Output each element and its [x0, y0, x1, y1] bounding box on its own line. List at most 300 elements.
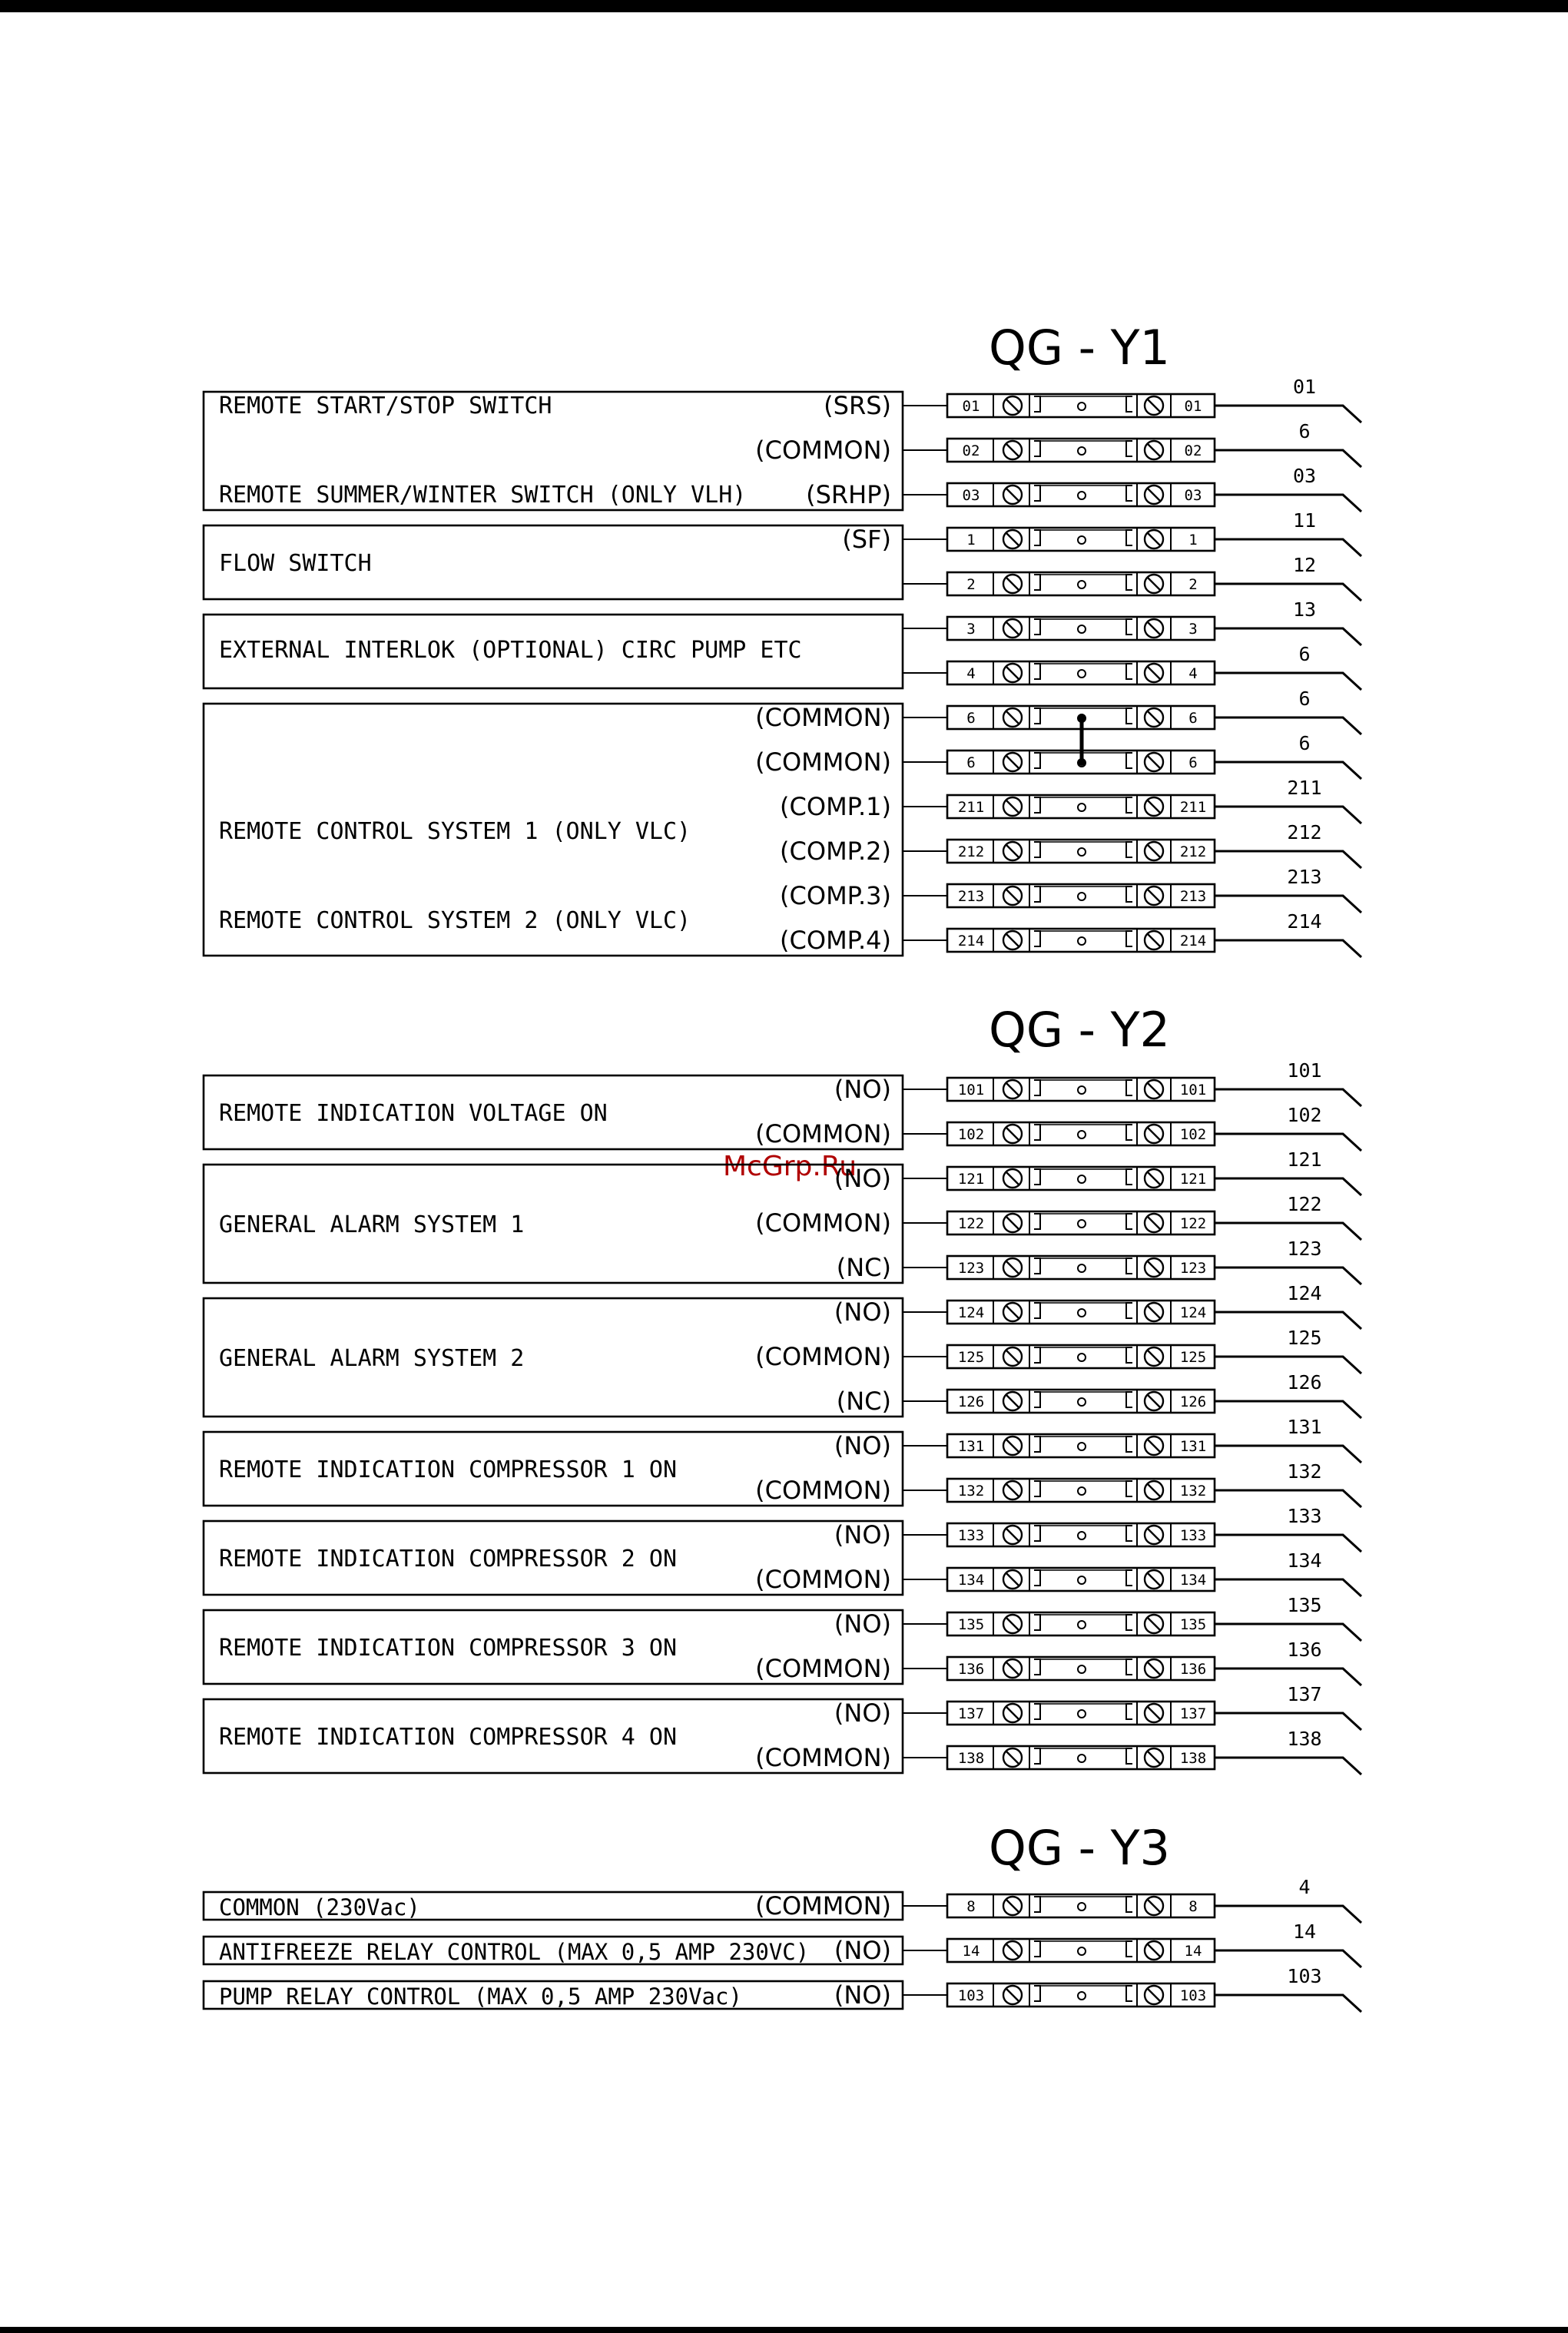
terminal-point-icon — [1078, 1710, 1086, 1718]
wire-number: 135 — [1287, 1594, 1322, 1616]
screw-icon — [1145, 708, 1163, 727]
terminal-number-right: 02 — [1184, 442, 1202, 459]
screw-icon — [1003, 1986, 1022, 2004]
output-wire — [1215, 628, 1361, 645]
terminal-point-icon — [1078, 403, 1086, 410]
wire-number: 6 — [1298, 732, 1311, 754]
terminal-bracket — [1126, 1258, 1132, 1274]
terminal-number-left: 214 — [957, 933, 985, 949]
signal-label: (NO) — [834, 1075, 891, 1104]
output-wire — [1215, 1995, 1361, 2012]
terminal-bracket — [1034, 1941, 1040, 1957]
terminal-number-left: 123 — [957, 1260, 985, 1277]
terminal-number-right: 131 — [1179, 1438, 1207, 1455]
terminal-number-right: 101 — [1179, 1082, 1207, 1099]
terminal-number-right: 124 — [1179, 1304, 1207, 1321]
device-label: REMOTE CONTROL SYSTEM 1 (ONLY VLC) — [219, 818, 691, 845]
terminal-number-left: 137 — [957, 1705, 985, 1722]
terminal-bracket — [1126, 1347, 1132, 1363]
terminal-row — [903, 598, 1361, 645]
terminal-bracket — [1126, 530, 1132, 545]
terminal-number-right: 103 — [1179, 1987, 1207, 2004]
wire-number: 11 — [1292, 509, 1317, 532]
signal-label: (COMMON) — [755, 1891, 891, 1920]
terminal-point-icon — [1078, 1398, 1086, 1406]
screw-icon — [1145, 1169, 1163, 1188]
terminal-number-right: 212 — [1179, 843, 1207, 860]
terminal-bracket — [1034, 1659, 1040, 1675]
terminal-bracket — [1126, 396, 1132, 412]
terminal-bracket — [1034, 441, 1040, 456]
terminal-bracket — [1126, 1704, 1132, 1719]
screw-icon — [1145, 619, 1163, 638]
terminal-number-right: 121 — [1179, 1171, 1207, 1188]
terminal-number-left: 101 — [957, 1082, 985, 1099]
terminal-row — [903, 1371, 1361, 1418]
terminal-bracket — [1126, 842, 1132, 857]
signal-label: (NO) — [834, 1520, 891, 1549]
terminal-block — [947, 1211, 1215, 1234]
screw-icon — [1003, 1704, 1022, 1722]
terminal-point-icon — [1078, 1576, 1086, 1584]
terminal-point-icon — [1078, 804, 1086, 811]
terminal-row — [903, 777, 1361, 824]
screw-icon — [1145, 1125, 1163, 1143]
wire-number: 4 — [1298, 1876, 1311, 1898]
device-group — [204, 1520, 903, 1595]
screw-icon — [1145, 753, 1163, 771]
terminal-bracket — [1126, 1437, 1132, 1452]
screw-icon — [1003, 1659, 1022, 1678]
terminal-bracket — [1126, 708, 1132, 724]
terminal-block — [947, 1702, 1215, 1725]
signal-label: (COMP.1) — [780, 792, 891, 821]
terminal-number-right: 1 — [1188, 532, 1198, 548]
device-label: REMOTE SUMMER/WINTER SWITCH (ONLY VLH) — [219, 482, 747, 509]
output-wire — [1215, 406, 1361, 423]
terminal-bracket — [1034, 1615, 1040, 1630]
terminal-row — [903, 1505, 1361, 1552]
signal-label: (SF) — [842, 525, 891, 554]
terminal-bracket — [1034, 842, 1040, 857]
terminal-block — [947, 1746, 1215, 1769]
screw-icon — [1003, 1897, 1022, 1915]
device-group — [204, 1698, 903, 1773]
screw-icon — [1003, 530, 1022, 548]
terminal-bracket — [1034, 1303, 1040, 1318]
terminal-row — [903, 1920, 1361, 1967]
terminal-bracket — [1126, 441, 1132, 456]
terminal-number-right: 2 — [1188, 576, 1198, 593]
terminal-number-left: 03 — [962, 487, 980, 504]
screw-icon — [1003, 1080, 1022, 1099]
signal-label: (COMMON) — [755, 703, 891, 732]
terminal-point-icon — [1078, 1354, 1086, 1361]
wire-number: 122 — [1287, 1193, 1322, 1215]
terminal-point-icon — [1078, 893, 1086, 900]
screw-icon — [1145, 842, 1163, 860]
terminal-number-left: 126 — [957, 1394, 985, 1410]
screw-icon — [1145, 797, 1163, 816]
terminal-point-icon — [1078, 1443, 1086, 1450]
screw-icon — [1145, 1258, 1163, 1277]
screw-icon — [1003, 1748, 1022, 1767]
terminal-number-left: 131 — [957, 1438, 985, 1455]
signal-label: (COMP.4) — [780, 926, 891, 955]
terminal-number-right: 03 — [1184, 487, 1202, 504]
terminal-bracket — [1034, 1570, 1040, 1586]
output-wire — [1215, 495, 1361, 512]
terminal-bracket — [1034, 1897, 1040, 1912]
terminal-bracket — [1126, 1392, 1132, 1407]
terminal-row — [903, 1594, 1361, 1641]
terminal-row — [903, 1104, 1361, 1151]
terminal-bracket — [1126, 1526, 1132, 1541]
output-wire — [1215, 450, 1361, 467]
screw-icon — [1145, 1214, 1163, 1232]
terminal-point-icon — [1078, 625, 1086, 633]
terminal-number-right: 122 — [1179, 1215, 1207, 1232]
terminal-block — [947, 661, 1215, 684]
wire-number: 12 — [1292, 554, 1317, 576]
terminal-row — [903, 1193, 1361, 1240]
screw-icon — [1003, 441, 1022, 459]
terminal-point-icon — [1078, 1903, 1086, 1910]
screw-icon — [1145, 1303, 1163, 1321]
signal-label: (NO) — [834, 1164, 891, 1193]
screw-icon — [1145, 1347, 1163, 1366]
screw-icon — [1003, 753, 1022, 771]
terminal-bracket — [1126, 1986, 1132, 2001]
terminal-number-right: 213 — [1179, 888, 1207, 905]
terminal-point-icon — [1078, 492, 1086, 499]
terminal-row — [903, 554, 1361, 601]
terminal-number-right: 6 — [1188, 710, 1198, 727]
wire-number: 131 — [1287, 1416, 1322, 1438]
terminal-bracket — [1034, 1437, 1040, 1452]
screw-icon — [1003, 1481, 1022, 1500]
device-group — [204, 703, 903, 956]
terminal-block — [947, 1122, 1215, 1145]
signal-label: (NO) — [834, 1431, 891, 1460]
screw-icon — [1145, 1704, 1163, 1722]
device-label: ANTIFREEZE RELAY CONTROL (MAX 0,5 AMP 230VC) — [219, 1939, 810, 1965]
terminal-row — [903, 1327, 1361, 1374]
screw-icon — [1003, 842, 1022, 860]
terminal-block — [947, 1345, 1215, 1368]
terminal-block — [947, 929, 1215, 952]
screw-icon — [1145, 1615, 1163, 1633]
terminal-number-left: 213 — [957, 888, 985, 905]
terminal-row — [903, 1876, 1361, 1923]
wire-number: 6 — [1298, 643, 1311, 665]
terminal-bracket — [1034, 530, 1040, 545]
terminal-number-left: 2 — [966, 576, 976, 593]
terminal-point-icon — [1078, 1532, 1086, 1539]
terminal-bracket — [1034, 797, 1040, 813]
terminal-number-right: 123 — [1179, 1260, 1207, 1277]
terminal-point-icon — [1078, 1665, 1086, 1673]
terminal-number-right: 8 — [1188, 1898, 1198, 1915]
terminal-block — [947, 1078, 1215, 1101]
screw-icon — [1145, 396, 1163, 415]
terminal-bracket — [1034, 1986, 1040, 2001]
terminal-row — [903, 1282, 1361, 1329]
terminal-number-left: 6 — [966, 754, 976, 771]
terminal-point-icon — [1078, 670, 1086, 678]
output-wire — [1215, 717, 1361, 734]
signal-label: (NO) — [834, 1609, 891, 1639]
terminal-row — [903, 821, 1361, 868]
terminal-number-left: 138 — [957, 1750, 985, 1767]
signal-label: (NC) — [836, 1387, 891, 1416]
terminal-number-right: 134 — [1179, 1572, 1207, 1589]
terminal-row — [903, 1683, 1361, 1730]
terminal-block — [947, 1939, 1215, 1962]
screw-icon — [1003, 931, 1022, 949]
wire-number: 134 — [1287, 1549, 1322, 1572]
signal-label: (COMMON) — [755, 747, 891, 777]
wire-number: 6 — [1298, 420, 1311, 442]
terminal-block — [947, 572, 1215, 595]
terminal-number-left: 102 — [957, 1126, 985, 1143]
terminal-bracket — [1126, 1659, 1132, 1675]
terminal-bracket — [1126, 1125, 1132, 1140]
terminal-number-left: 14 — [962, 1943, 980, 1960]
terminal-row — [903, 688, 1361, 734]
screw-icon — [1145, 1659, 1163, 1678]
screw-icon — [1145, 1526, 1163, 1544]
terminal-row — [903, 910, 1361, 957]
terminal-number-right: 14 — [1184, 1943, 1202, 1960]
terminal-number-right: 137 — [1179, 1705, 1207, 1722]
terminal-number-right: 214 — [1179, 933, 1207, 949]
terminal-number-right: 3 — [1188, 621, 1198, 638]
terminal-point-icon — [1078, 1309, 1086, 1317]
screw-icon — [1145, 575, 1163, 593]
terminal-row — [903, 376, 1361, 423]
screw-icon — [1003, 485, 1022, 504]
signal-label: (NO) — [834, 1297, 891, 1327]
terminal-point-icon — [1078, 447, 1086, 455]
terminal-bracket — [1034, 1392, 1040, 1407]
wire-number: 13 — [1292, 598, 1317, 621]
output-wire — [1215, 1758, 1361, 1775]
terminal-block — [947, 884, 1215, 907]
terminal-row — [903, 1148, 1361, 1195]
terminal-block — [947, 1301, 1215, 1324]
device-label: GENERAL ALARM SYSTEM 2 — [219, 1345, 525, 1372]
device-label: GENERAL ALARM SYSTEM 1 — [219, 1211, 525, 1238]
terminal-row — [903, 420, 1361, 467]
device-group — [204, 1075, 903, 1149]
terminal-row — [903, 1238, 1361, 1284]
wire-number: 136 — [1287, 1639, 1322, 1661]
device-label: REMOTE INDICATION COMPRESSOR 2 ON — [219, 1546, 678, 1572]
jumper-point — [1078, 758, 1086, 766]
screw-icon — [1003, 1125, 1022, 1143]
terminal-number-left: 134 — [957, 1572, 985, 1589]
output-wire — [1215, 940, 1361, 957]
terminal-point-icon — [1078, 1264, 1086, 1272]
terminal-bracket — [1034, 1748, 1040, 1764]
terminal-bracket — [1126, 1941, 1132, 1957]
terminal-bracket — [1034, 753, 1040, 768]
terminal-bracket — [1126, 575, 1132, 590]
section-title: QG - Y2 — [989, 1002, 1170, 1058]
terminal-number-right: 125 — [1179, 1349, 1207, 1366]
terminal-block — [947, 840, 1215, 863]
terminal-bracket — [1034, 1481, 1040, 1496]
terminal-number-left: 135 — [957, 1616, 985, 1633]
screw-icon — [1003, 1214, 1022, 1232]
terminal-number-right: 211 — [1179, 799, 1207, 816]
terminal-number-left: 124 — [957, 1304, 985, 1321]
screw-icon — [1003, 1615, 1022, 1633]
terminal-point-icon — [1078, 1131, 1086, 1138]
terminal-point-icon — [1078, 1487, 1086, 1495]
signal-label: (SRHP) — [806, 480, 891, 509]
terminal-bracket — [1034, 575, 1040, 590]
device-group — [204, 1431, 903, 1506]
terminal-bracket — [1034, 619, 1040, 635]
device-group — [204, 1936, 903, 1965]
terminal-number-left: 6 — [966, 710, 976, 727]
section-title: QG - Y1 — [989, 320, 1170, 376]
screw-icon — [1145, 931, 1163, 949]
screw-icon — [1145, 1570, 1163, 1589]
terminal-number-right: 126 — [1179, 1394, 1207, 1410]
signal-label: (COMMON) — [755, 1654, 891, 1683]
terminal-row — [903, 509, 1361, 556]
device-group — [204, 1891, 903, 1920]
terminal-bracket — [1034, 1704, 1040, 1719]
device-label: EXTERNAL INTERLOK (OPTIONAL) CIRC PUMP ETC — [219, 637, 802, 664]
terminal-bracket — [1034, 1258, 1040, 1274]
signal-label: (NO) — [834, 1936, 891, 1965]
screw-icon — [1145, 1941, 1163, 1960]
terminal-number-left: 122 — [957, 1215, 985, 1232]
terminal-number-left: 4 — [966, 665, 976, 682]
wire-number: 137 — [1287, 1683, 1322, 1705]
terminal-bracket — [1034, 1526, 1040, 1541]
terminal-bracket — [1126, 886, 1132, 902]
signal-label: (COMMON) — [755, 1476, 891, 1505]
terminal-number-left: 01 — [962, 398, 980, 415]
device-label: REMOTE START/STOP SWITCH — [219, 393, 552, 419]
signal-label: (COMMON) — [755, 1565, 891, 1594]
wire-number: 6 — [1298, 688, 1311, 710]
terminal-block — [947, 394, 1215, 417]
terminal-bracket — [1126, 1214, 1132, 1229]
terminal-point-icon — [1078, 536, 1086, 544]
device-label: REMOTE INDICATION COMPRESSOR 3 ON — [219, 1635, 678, 1662]
device-label: REMOTE INDICATION COMPRESSOR 4 ON — [219, 1724, 678, 1751]
wire-number: 103 — [1287, 1965, 1322, 1987]
wire-number: 101 — [1287, 1059, 1322, 1082]
jumper-point — [1078, 714, 1086, 721]
terminal-number-right: 4 — [1188, 665, 1198, 682]
wire-number: 212 — [1287, 821, 1322, 843]
screw-icon — [1003, 886, 1022, 905]
terminal-bracket — [1126, 1303, 1132, 1318]
terminal-point-icon — [1078, 1086, 1086, 1094]
terminal-bracket — [1126, 753, 1132, 768]
terminal-row — [903, 1059, 1361, 1106]
screw-icon — [1145, 1080, 1163, 1099]
wire-number: 211 — [1287, 777, 1322, 799]
screw-icon — [1003, 1392, 1022, 1410]
screw-icon — [1003, 797, 1022, 816]
terminal-point-icon — [1078, 1175, 1086, 1183]
device-group — [204, 1609, 903, 1684]
terminal-block — [947, 1390, 1215, 1413]
section-title: QG - Y3 — [989, 1820, 1170, 1876]
screw-icon — [1003, 708, 1022, 727]
output-wire — [1215, 1906, 1361, 1923]
signal-label: (COMMON) — [755, 1743, 891, 1772]
screw-icon — [1003, 664, 1022, 682]
terminal-row — [903, 1639, 1361, 1685]
terminal-bracket — [1034, 1347, 1040, 1363]
terminal-number-left: 211 — [957, 799, 985, 816]
terminal-number-right: 132 — [1179, 1483, 1207, 1500]
terminal-block — [947, 528, 1215, 551]
terminal-block — [947, 1523, 1215, 1546]
device-label: PUMP RELAY CONTROL (MAX 0,5 AMP 230Vac) — [219, 1983, 742, 2010]
terminal-bracket — [1126, 1570, 1132, 1586]
device-label: REMOTE CONTROL SYSTEM 2 (ONLY VLC) — [219, 907, 691, 934]
screw-icon — [1145, 485, 1163, 504]
terminal-block — [947, 1479, 1215, 1502]
screw-icon — [1003, 619, 1022, 638]
terminal-block — [947, 617, 1215, 640]
terminal-bracket — [1126, 1748, 1132, 1764]
signal-label: (NO) — [834, 1980, 891, 2010]
output-wire — [1215, 673, 1361, 690]
terminal-point-icon — [1078, 1220, 1086, 1228]
device-group — [204, 1980, 903, 2010]
wire-number: 213 — [1287, 866, 1322, 888]
terminal-bracket — [1126, 485, 1132, 501]
terminal-point-icon — [1078, 581, 1086, 588]
terminal-number-right: 133 — [1179, 1527, 1207, 1544]
terminal-bracket — [1034, 396, 1040, 412]
output-wire — [1215, 539, 1361, 556]
terminal-point-icon — [1078, 1755, 1086, 1762]
signal-label: (NC) — [836, 1253, 891, 1282]
screw-icon — [1003, 1258, 1022, 1277]
terminal-number-left: 133 — [957, 1527, 985, 1544]
terminal-row — [903, 866, 1361, 913]
screw-icon — [1145, 441, 1163, 459]
terminal-number-left: 136 — [957, 1661, 985, 1678]
terminal-point-icon — [1078, 1947, 1086, 1955]
screw-icon — [1003, 575, 1022, 593]
watermark: McGrp.Ru — [722, 1151, 857, 1182]
terminal-number-left: 125 — [957, 1349, 985, 1366]
terminal-block — [947, 795, 1215, 818]
terminal-point-icon — [1078, 848, 1086, 856]
terminal-bracket — [1034, 1125, 1040, 1140]
signal-label: (COMP.2) — [780, 837, 891, 866]
terminal-bracket — [1126, 1481, 1132, 1496]
terminal-bracket — [1034, 485, 1040, 501]
terminal-bracket — [1126, 1080, 1132, 1095]
terminal-number-left: 121 — [957, 1171, 985, 1188]
signal-label: (COMMON) — [755, 436, 891, 465]
terminal-bracket — [1034, 886, 1040, 902]
